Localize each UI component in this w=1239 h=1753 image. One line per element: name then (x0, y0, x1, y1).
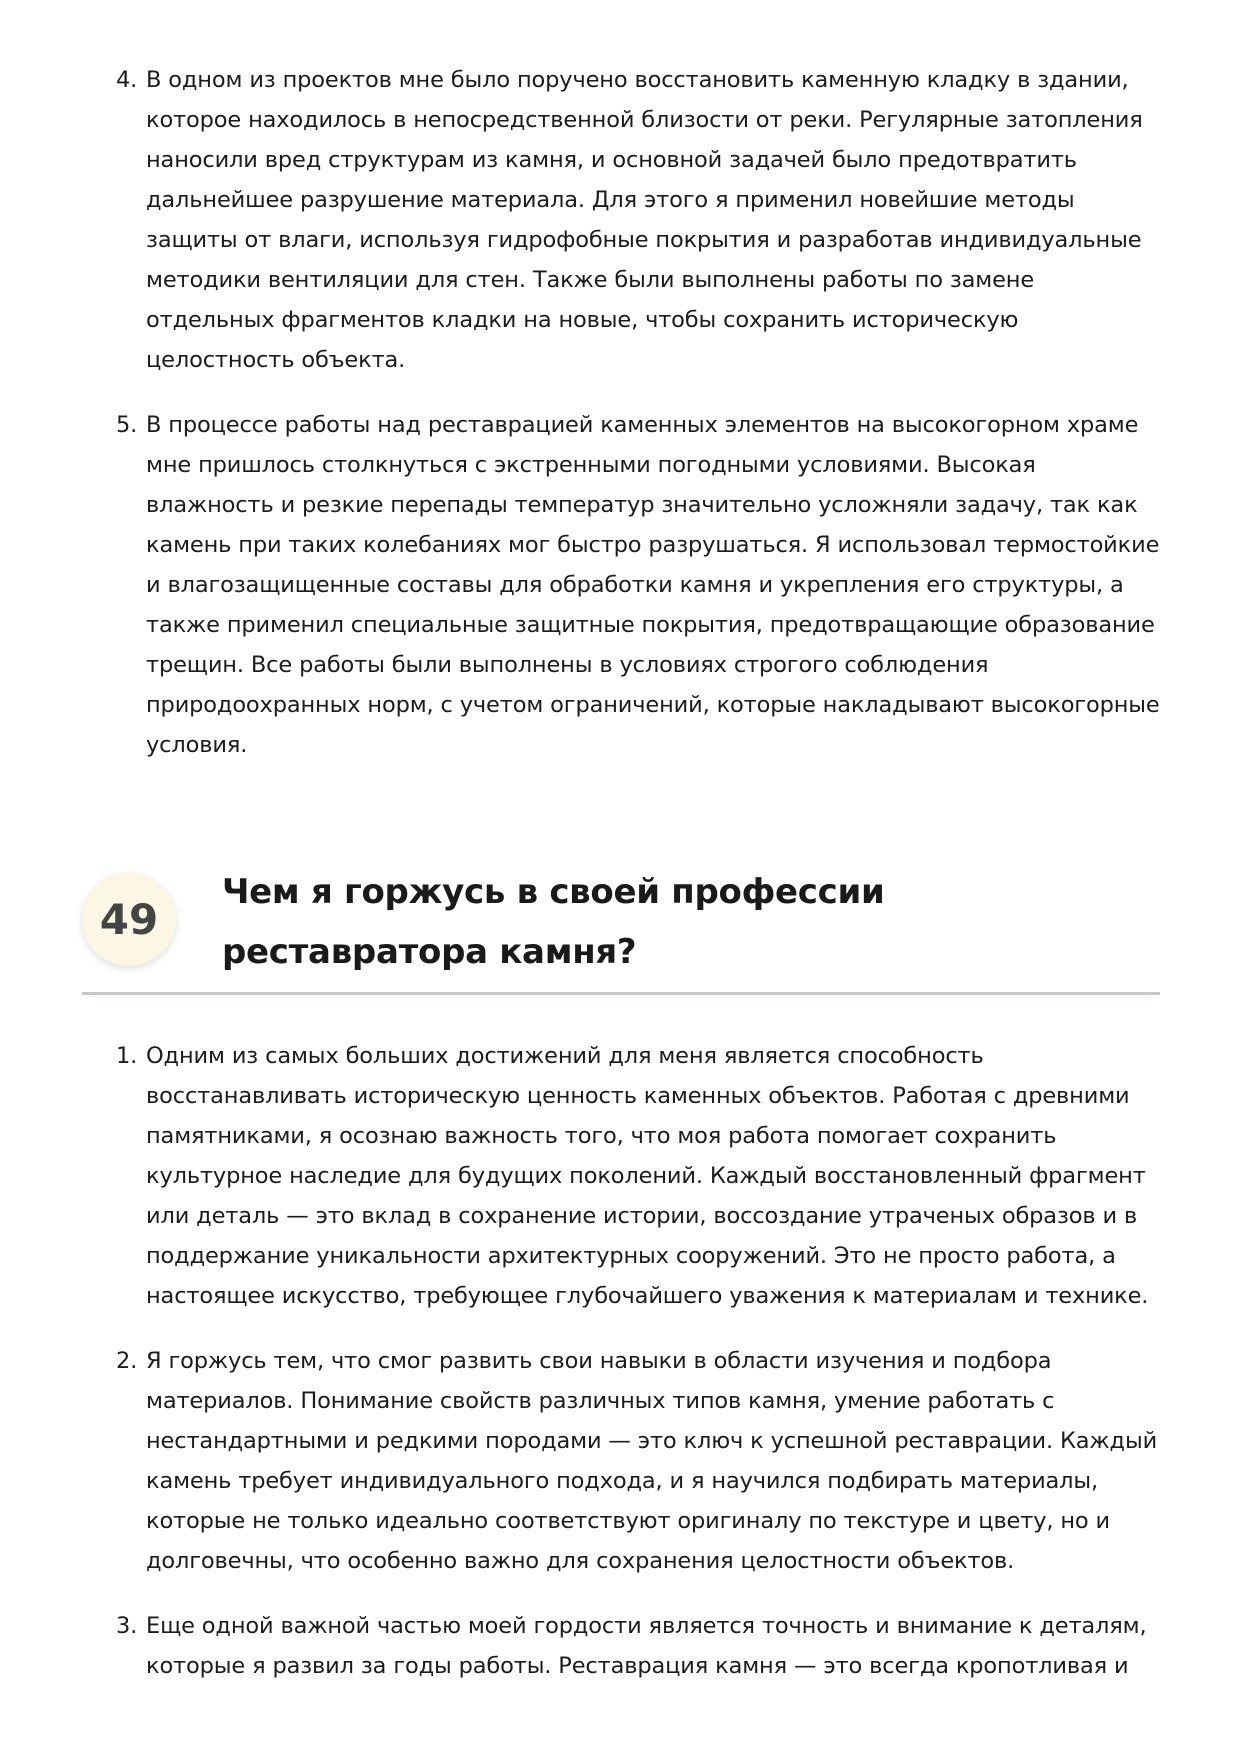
list-item-number: 2. (116, 1348, 138, 1374)
list-item-number: 1. (116, 1043, 138, 1069)
answers-list (0, 1036, 1239, 1686)
list-item (0, 405, 1239, 765)
question-number-badge: 49 (82, 872, 176, 966)
list-item-number: 4. (116, 67, 138, 93)
list-item (0, 1036, 1239, 1316)
previous-answers-list (0, 60, 1239, 765)
list-item (0, 1606, 1239, 1686)
list-item-text: В одном из проектов мне было поручено восстановить каменную кладку в здании, которое находилось в непосредственной близости от реки. Регулярные затопления наносили вред структурам из камня, и основной задачей было предотвратить дальнейшее разрушение материала. Для этого я применил новейшие методы защиты от влаги, используя гидрофобные покрытия и разработав индивидуальные методики вентиляции для стен. Также были выполнены работы по замене отдельных фрагментов кладки на новые, чтобы сохранить историческую целостность объекта. (146, 67, 1143, 373)
list-item-text: Еще одной важной частью моей гордости является точность и внимание к деталям, которые я развил за годы работы. Реставрация камня — это всегда кропотливая и (146, 1613, 1147, 1679)
list-item (0, 60, 1239, 380)
list-item (0, 1341, 1239, 1581)
question-header (82, 862, 1160, 995)
list-item-number: 5. (116, 412, 138, 438)
list-item-text: Одним из самых больших достижений для меня является способность восстанавливать историческую ценность каменных объектов. Работая с древними памятниками, я осознаю важность того, что моя работа помогает сохранить культурное наследие для будущих поколений. Каждый восстановленный фрагмент или деталь — это вклад в сохранение истории, воссоздание утраченых образов и в поддержание уникальности архитектурных сооружений. Это не просто работа, а настоящее искусство, требующее глубочайшего уважения к материалам и технике. (146, 1043, 1149, 1309)
list-item-text: Я горжусь тем, что смог развить свои навыки в области изучения и подбора материалов. Понимание свойств различных типов камня, умение работать с нестандартными и редкими породами — это ключ к успешной реставрации. Каждый камень требует индивидуального подхода, и я научился подбирать материалы, которые не только идеально соответствуют оригиналу по текстуре и цвету, но и долговечны, что особенно важно для сохранения целостности объектов. (146, 1348, 1158, 1574)
list-item-number: 3. (116, 1613, 138, 1639)
list-item-text: В процессе работы над реставрацией каменных элементов на высокогорном храме мне пришлось столкнуться с экстренными погодными условиями. Высокая влажность и резкие перепады температур значительно усложняли задачу, так как камень при таких колебаниях мог быстро разрушаться. Я использовал термостойкие и влагозащищенные составы для обработки камня и укрепления его структуры, а также применил специальные защитные покрытия, предотвращающие образование трещин. Все работы были выполнены в условиях строгого соблюдения природоохранных норм, с учетом ограничений, которые накладывают высокогорные условия. (146, 412, 1160, 758)
question-title: Чем я горжусь в своей профессии реставратора камня? (222, 872, 885, 972)
